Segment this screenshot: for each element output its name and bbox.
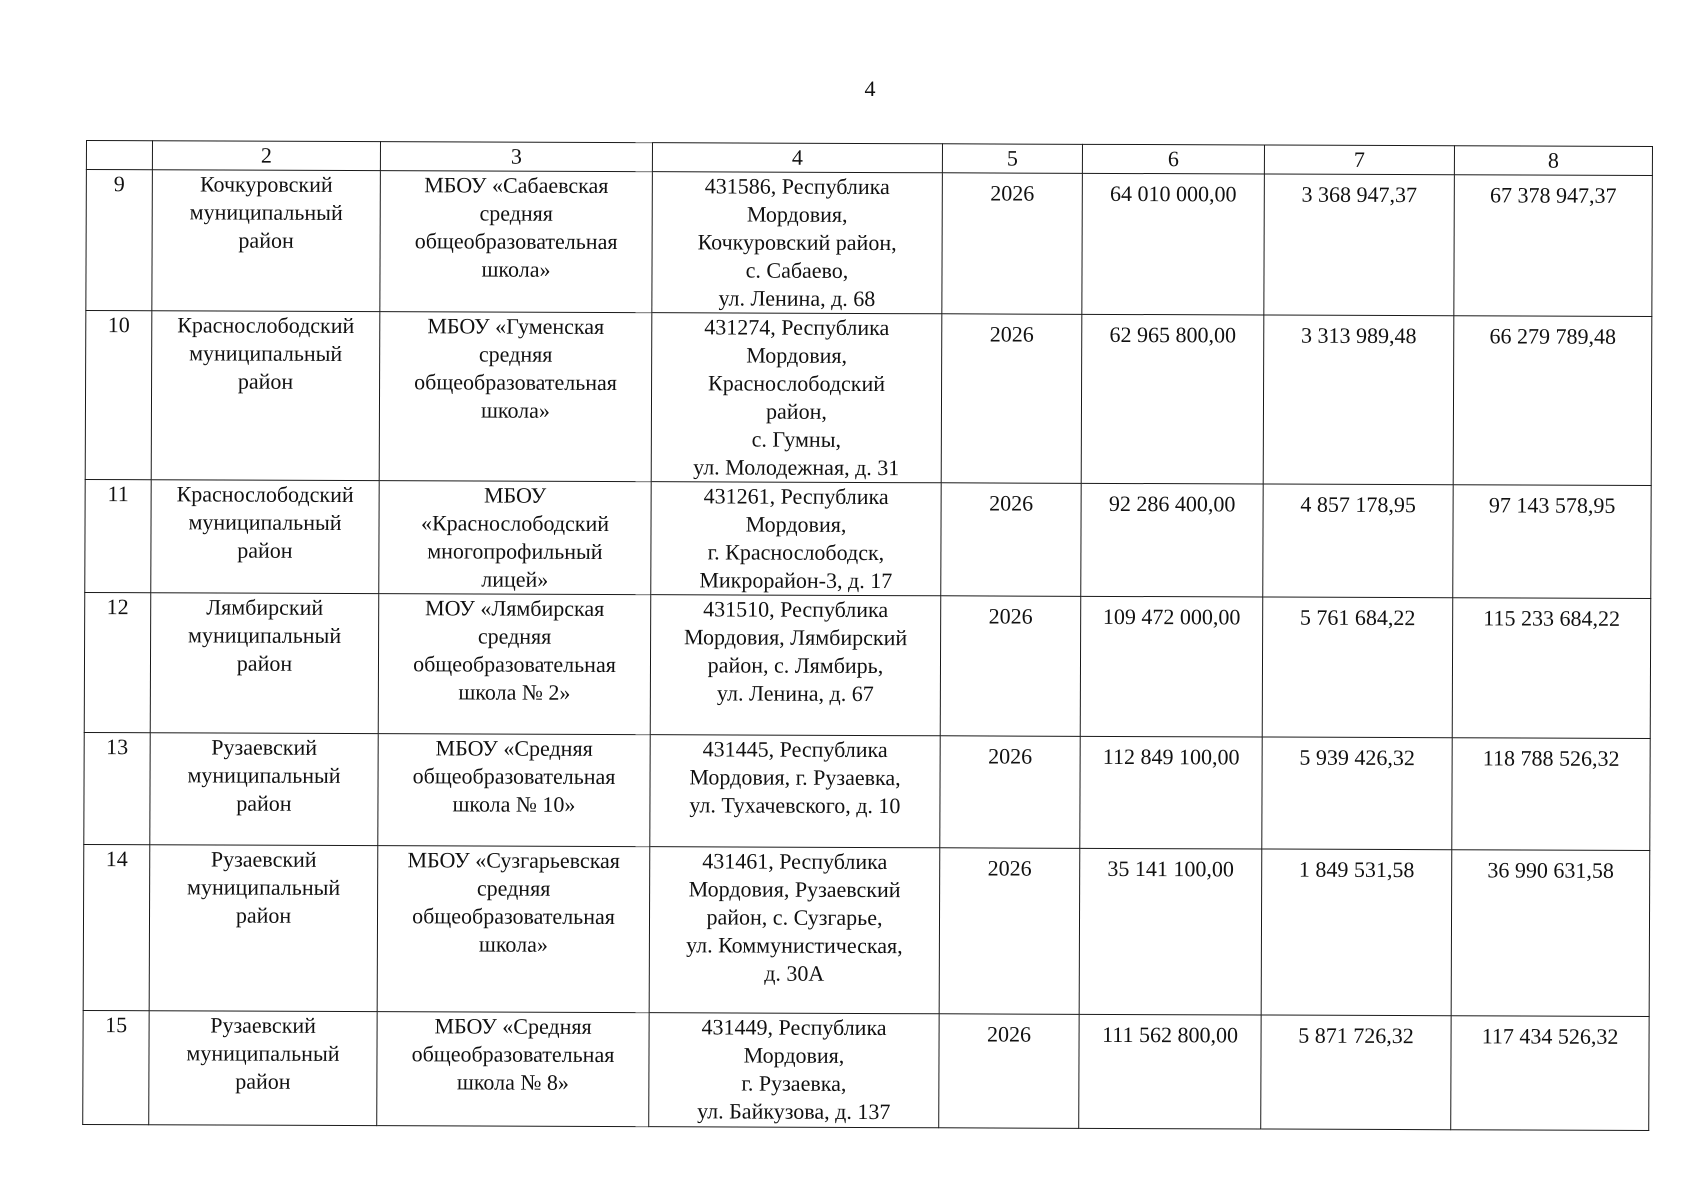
amount-col6-cell: 35 141 100,00 bbox=[1079, 848, 1262, 1015]
school-cell-line: МОУ «Лямбирская bbox=[425, 595, 605, 621]
school-cell-line: школа № 8» bbox=[456, 1069, 569, 1095]
district-cell-line: муниципальный bbox=[187, 874, 341, 900]
school-cell-line: средняя bbox=[476, 875, 551, 901]
district-cell bbox=[150, 733, 378, 846]
address-cell-line: Кочкуровский район, bbox=[697, 229, 897, 256]
header-cell-3: 3 bbox=[380, 142, 652, 172]
header-cell-5: 5 bbox=[942, 144, 1082, 174]
address-cell-line: с. Гумны, bbox=[751, 426, 842, 452]
table-row bbox=[84, 732, 1650, 850]
school-cell bbox=[380, 171, 653, 313]
amount-col8-cell: 97 143 578,95 bbox=[1453, 485, 1651, 599]
document-sheet bbox=[82, 140, 1653, 1131]
district-cell-line: Рузаевский bbox=[210, 1012, 317, 1038]
amount-col7-cell: 5 939 426,32 bbox=[1262, 737, 1452, 850]
address-cell-line: 431274, Республика bbox=[704, 314, 890, 341]
address-cell-line: Мордовия, bbox=[745, 511, 847, 537]
row-number-cell: 13 bbox=[84, 732, 150, 844]
address-cell-line: ул. Ленина, д. 68 bbox=[718, 285, 876, 312]
district-cell bbox=[151, 480, 379, 594]
row-number-cell: 15 bbox=[83, 1010, 149, 1124]
district-cell-line: Краснослободский bbox=[176, 481, 354, 508]
school-cell-line: многопрофильный bbox=[427, 538, 603, 564]
year-cell: 2026 bbox=[942, 173, 1083, 315]
school-cell-line: общеобразовательная bbox=[413, 651, 616, 678]
district-cell-line: Лямбирский bbox=[206, 594, 324, 620]
district-cell-line: муниципальный bbox=[189, 340, 343, 366]
school-cell bbox=[378, 594, 651, 735]
address-cell-line: Мордовия, Лямбирский bbox=[683, 624, 908, 651]
header-cell-1 bbox=[86, 141, 152, 170]
address-cell-line: ул. Ленина, д. 67 bbox=[716, 680, 874, 707]
row-number-cell: 10 bbox=[85, 311, 152, 480]
district-cell bbox=[150, 593, 379, 734]
amount-col8-cell: 115 233 684,22 bbox=[1452, 598, 1651, 739]
year-cell: 2026 bbox=[941, 314, 1082, 484]
school-cell-line: школа» bbox=[481, 256, 551, 282]
district-cell-line: район bbox=[235, 1068, 291, 1094]
address-cell-line: 431461, Республика bbox=[702, 848, 888, 875]
school-cell-line: общеобразовательная bbox=[411, 1041, 615, 1068]
school-cell-line: школа № 10» bbox=[452, 791, 576, 817]
district-cell-line: муниципальный bbox=[188, 509, 342, 535]
amount-col8-cell: 66 279 789,48 bbox=[1453, 316, 1652, 486]
row-number-cell: 12 bbox=[84, 592, 151, 732]
district-cell-line: район bbox=[236, 650, 293, 676]
district-cell bbox=[149, 845, 378, 1012]
table-row bbox=[85, 311, 1652, 486]
school-cell-line: общеобразовательная bbox=[414, 369, 617, 396]
address-cell-line: Краснослободский bbox=[708, 370, 886, 397]
amount-col7-cell: 3 368 947,37 bbox=[1264, 174, 1455, 316]
table-row bbox=[86, 170, 1653, 317]
header-cell-8: 8 bbox=[1454, 146, 1652, 176]
address-cell bbox=[649, 1013, 939, 1128]
address-cell-line: г. Краснослободск, bbox=[707, 539, 885, 566]
address-cell-line: 431449, Республика bbox=[701, 1014, 887, 1041]
district-cell-line: Рузаевский bbox=[210, 846, 317, 872]
district-cell-line: муниципальный bbox=[187, 762, 341, 788]
amount-col8-cell: 67 378 947,37 bbox=[1454, 175, 1653, 317]
amount-col6-cell: 62 965 800,00 bbox=[1081, 314, 1264, 484]
year-cell: 2026 bbox=[941, 483, 1081, 597]
school-cell-line: МБОУ «Гуменская bbox=[427, 313, 605, 339]
amount-col7-cell: 5 871 726,32 bbox=[1261, 1015, 1451, 1130]
school-cell bbox=[379, 481, 651, 595]
school-cell-line: МБОУ bbox=[483, 482, 547, 508]
address-cell-line: Микрорайон-3, д. 17 bbox=[699, 567, 893, 594]
address-cell-line: 431261, Республика bbox=[703, 483, 889, 510]
address-cell-line: район, bbox=[766, 398, 827, 424]
amount-col6-cell: 64 010 000,00 bbox=[1082, 173, 1265, 315]
school-cell-line: МБОУ «Средняя bbox=[434, 1013, 592, 1039]
amount-col7-cell: 1 849 531,58 bbox=[1261, 849, 1452, 1016]
year-cell: 2026 bbox=[939, 1014, 1079, 1129]
school-cell-line: лицей» bbox=[481, 566, 549, 592]
district-cell-line: район bbox=[237, 537, 293, 563]
header-cell-4: 4 bbox=[652, 143, 942, 173]
address-cell-line: г. Рузаевка, bbox=[741, 1070, 847, 1096]
row-number-cell: 9 bbox=[86, 170, 153, 311]
school-cell-line: школа» bbox=[478, 931, 548, 957]
header-cell-7: 7 bbox=[1264, 145, 1454, 175]
row-number-cell: 14 bbox=[83, 844, 150, 1010]
district-cell-line: Кочкуровский bbox=[199, 171, 333, 197]
district-cell-line: муниципальный bbox=[186, 1040, 340, 1066]
amount-col7-cell: 5 761 684,22 bbox=[1262, 597, 1453, 738]
table-row bbox=[83, 1010, 1649, 1130]
address-cell bbox=[650, 595, 941, 736]
address-cell bbox=[649, 847, 940, 1014]
address-cell-line: Мордовия, bbox=[746, 201, 848, 227]
amount-col8-cell: 117 434 526,32 bbox=[1451, 1016, 1649, 1131]
year-cell: 2026 bbox=[940, 736, 1080, 849]
district-cell-line: район bbox=[237, 368, 294, 394]
address-cell bbox=[652, 172, 943, 314]
address-cell-line: 431586, Республика bbox=[704, 173, 890, 200]
school-cell-line: школа» bbox=[480, 397, 550, 423]
school-cell bbox=[377, 846, 650, 1013]
school-cell-line: МБОУ «Сузгарьевская bbox=[407, 847, 621, 874]
address-cell-line: ул. Коммунистическая, bbox=[686, 932, 903, 959]
address-cell-line: ул. Молодежная, д. 31 bbox=[693, 454, 900, 481]
school-cell-line: средняя bbox=[477, 623, 552, 649]
page-number: 4 bbox=[864, 76, 876, 101]
district-cell bbox=[152, 170, 381, 312]
school-cell bbox=[377, 1012, 649, 1127]
address-cell-line: район, с. Сузгарье, bbox=[706, 904, 883, 931]
address-cell-line: Мордовия, bbox=[743, 1042, 845, 1068]
row-number-cell: 11 bbox=[85, 479, 151, 592]
address-cell bbox=[651, 482, 941, 596]
address-cell-line: район, с. Лямбирь, bbox=[707, 652, 884, 679]
district-cell-line: Рузаевский bbox=[211, 734, 318, 760]
address-cell-line: 431510, Республика bbox=[703, 596, 889, 623]
school-cell-line: «Краснослободский bbox=[420, 510, 610, 537]
address-cell-line: ул. Тухачевского, д. 10 bbox=[689, 792, 901, 819]
school-cell-line: средняя bbox=[478, 341, 553, 367]
address-cell-line: Мордовия, Рузаевский bbox=[688, 876, 901, 903]
school-cell-line: школа № 2» bbox=[458, 679, 571, 705]
school-cell bbox=[378, 734, 650, 847]
address-cell bbox=[651, 313, 942, 483]
school-cell bbox=[379, 312, 652, 482]
table-row bbox=[84, 592, 1651, 738]
district-cell-line: муниципальный bbox=[189, 199, 343, 225]
school-cell-line: общеобразовательная bbox=[412, 903, 615, 930]
amount-col7-cell: 4 857 178,95 bbox=[1263, 484, 1453, 598]
district-cell-line: Краснослободский bbox=[177, 312, 355, 339]
table-row bbox=[85, 479, 1651, 598]
amount-col6-cell: 92 286 400,00 bbox=[1081, 483, 1263, 597]
district-cell-line: район bbox=[236, 790, 292, 816]
amount-col6-cell: 109 472 000,00 bbox=[1080, 596, 1263, 737]
address-cell-line: Мордовия, bbox=[746, 342, 848, 368]
address-cell bbox=[650, 735, 940, 848]
school-cell-line: МБОУ «Сабаевская bbox=[424, 172, 609, 199]
school-cell-line: общеобразовательная bbox=[414, 228, 618, 255]
address-cell-line: д. 30А bbox=[764, 960, 825, 986]
address-cell-line: с. Сабаево, bbox=[745, 257, 849, 283]
school-cell-line: средняя bbox=[479, 200, 553, 226]
year-cell: 2026 bbox=[940, 596, 1081, 737]
amount-col8-cell: 118 788 526,32 bbox=[1452, 738, 1650, 851]
amount-col6-cell: 111 562 800,00 bbox=[1079, 1014, 1261, 1129]
district-cell-line: район bbox=[238, 227, 294, 253]
district-cell bbox=[149, 1011, 377, 1126]
district-cell bbox=[151, 311, 380, 481]
amount-col8-cell: 36 990 631,58 bbox=[1451, 850, 1650, 1017]
address-cell-line: 431445, Республика bbox=[702, 736, 888, 763]
amount-col7-cell: 3 313 989,48 bbox=[1263, 315, 1454, 485]
header-cell-6: 6 bbox=[1082, 144, 1264, 174]
school-cell-line: общеобразовательная bbox=[412, 763, 616, 790]
amount-col6-cell: 112 849 100,00 bbox=[1080, 736, 1262, 849]
district-cell-line: район bbox=[235, 902, 292, 928]
address-cell-line: ул. Байкузова, д. 137 bbox=[697, 1098, 891, 1125]
table-row bbox=[83, 844, 1650, 1016]
address-cell-line: Мордовия, г. Рузаевка, bbox=[689, 764, 901, 791]
schools-table bbox=[82, 140, 1653, 1131]
header-cell-2: 2 bbox=[152, 141, 380, 171]
school-cell-line: МБОУ «Средняя bbox=[435, 735, 593, 761]
year-cell: 2026 bbox=[939, 848, 1080, 1015]
district-cell-line: муниципальный bbox=[188, 622, 342, 648]
